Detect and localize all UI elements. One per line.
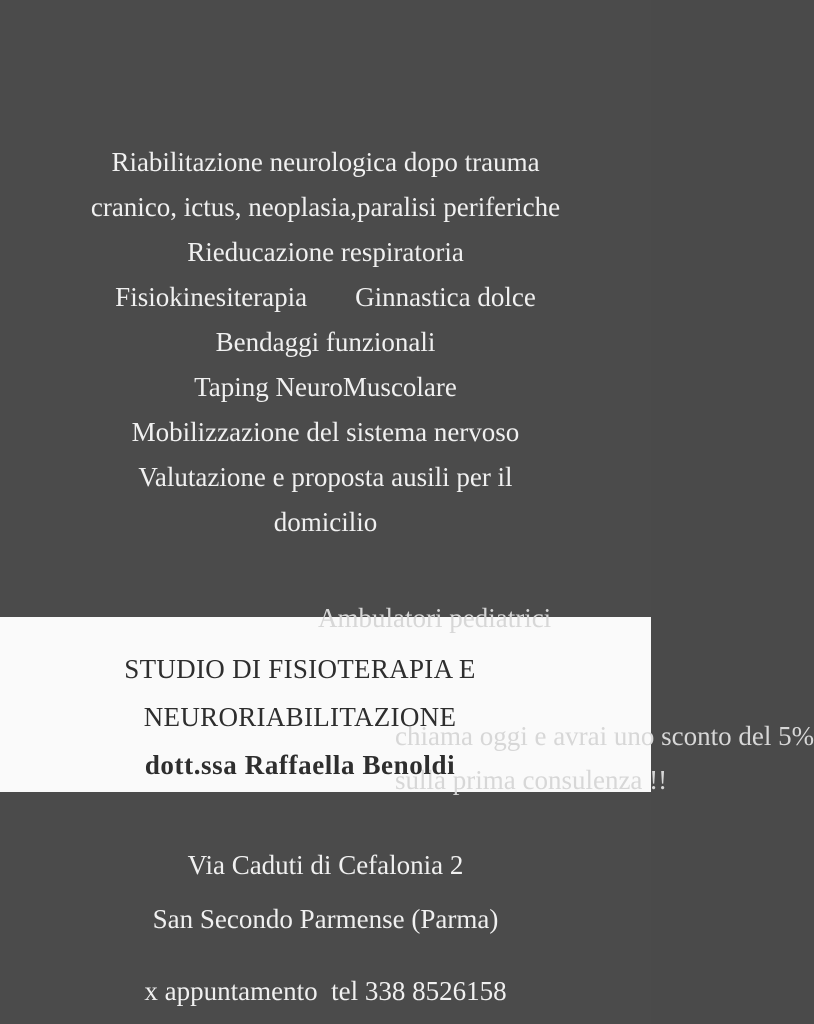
appointment-phone[interactable]: x appuntamento tel 338 8526158 — [144, 976, 507, 1006]
studio-band — [0, 603, 814, 795]
show-through-text: Ambulatori pediatrici — [318, 603, 552, 633]
city-address: San Secondo Parmense (Parma) — [152, 904, 499, 934]
show-through-text: chiama oggi e avrai uno sconto del 5% — [395, 721, 814, 751]
service-line-pair — [0, 275, 651, 320]
studio-title-line: NEURORIABILITAZIONE — [143, 702, 457, 732]
studio-title-line: STUDIO DI FISIOTERAPIA E — [124, 654, 476, 684]
service-line: Rieducazione respiratoria — [187, 237, 464, 267]
service-line: Riabilitazione neurologica dopo trauma — [111, 147, 540, 177]
show-through-text: sulla prima consulenza !! — [395, 765, 668, 795]
doctor-name: dott.ssa Raffaella Benoldi — [144, 750, 456, 780]
street-address: Via Caduti di Cefalonia 2 — [187, 850, 464, 880]
service-item: Ginnastica dolce — [355, 282, 536, 312]
service-line: Valutazione e proposta ausili per il — [138, 462, 513, 492]
service-line: domicilio — [273, 507, 378, 537]
service-item: Fisiokinesiterapia — [115, 282, 308, 312]
service-line: cranico, ictus, neoplasia,paralisi periferiche — [90, 192, 561, 222]
address-block — [0, 838, 651, 946]
services-list — [0, 140, 651, 545]
studio-name — [0, 645, 600, 789]
service-line: Bendaggi funzionali — [215, 327, 436, 357]
service-line: Mobilizzazione del sistema nervoso — [131, 417, 520, 447]
service-line: Taping NeuroMuscolare — [194, 372, 457, 402]
